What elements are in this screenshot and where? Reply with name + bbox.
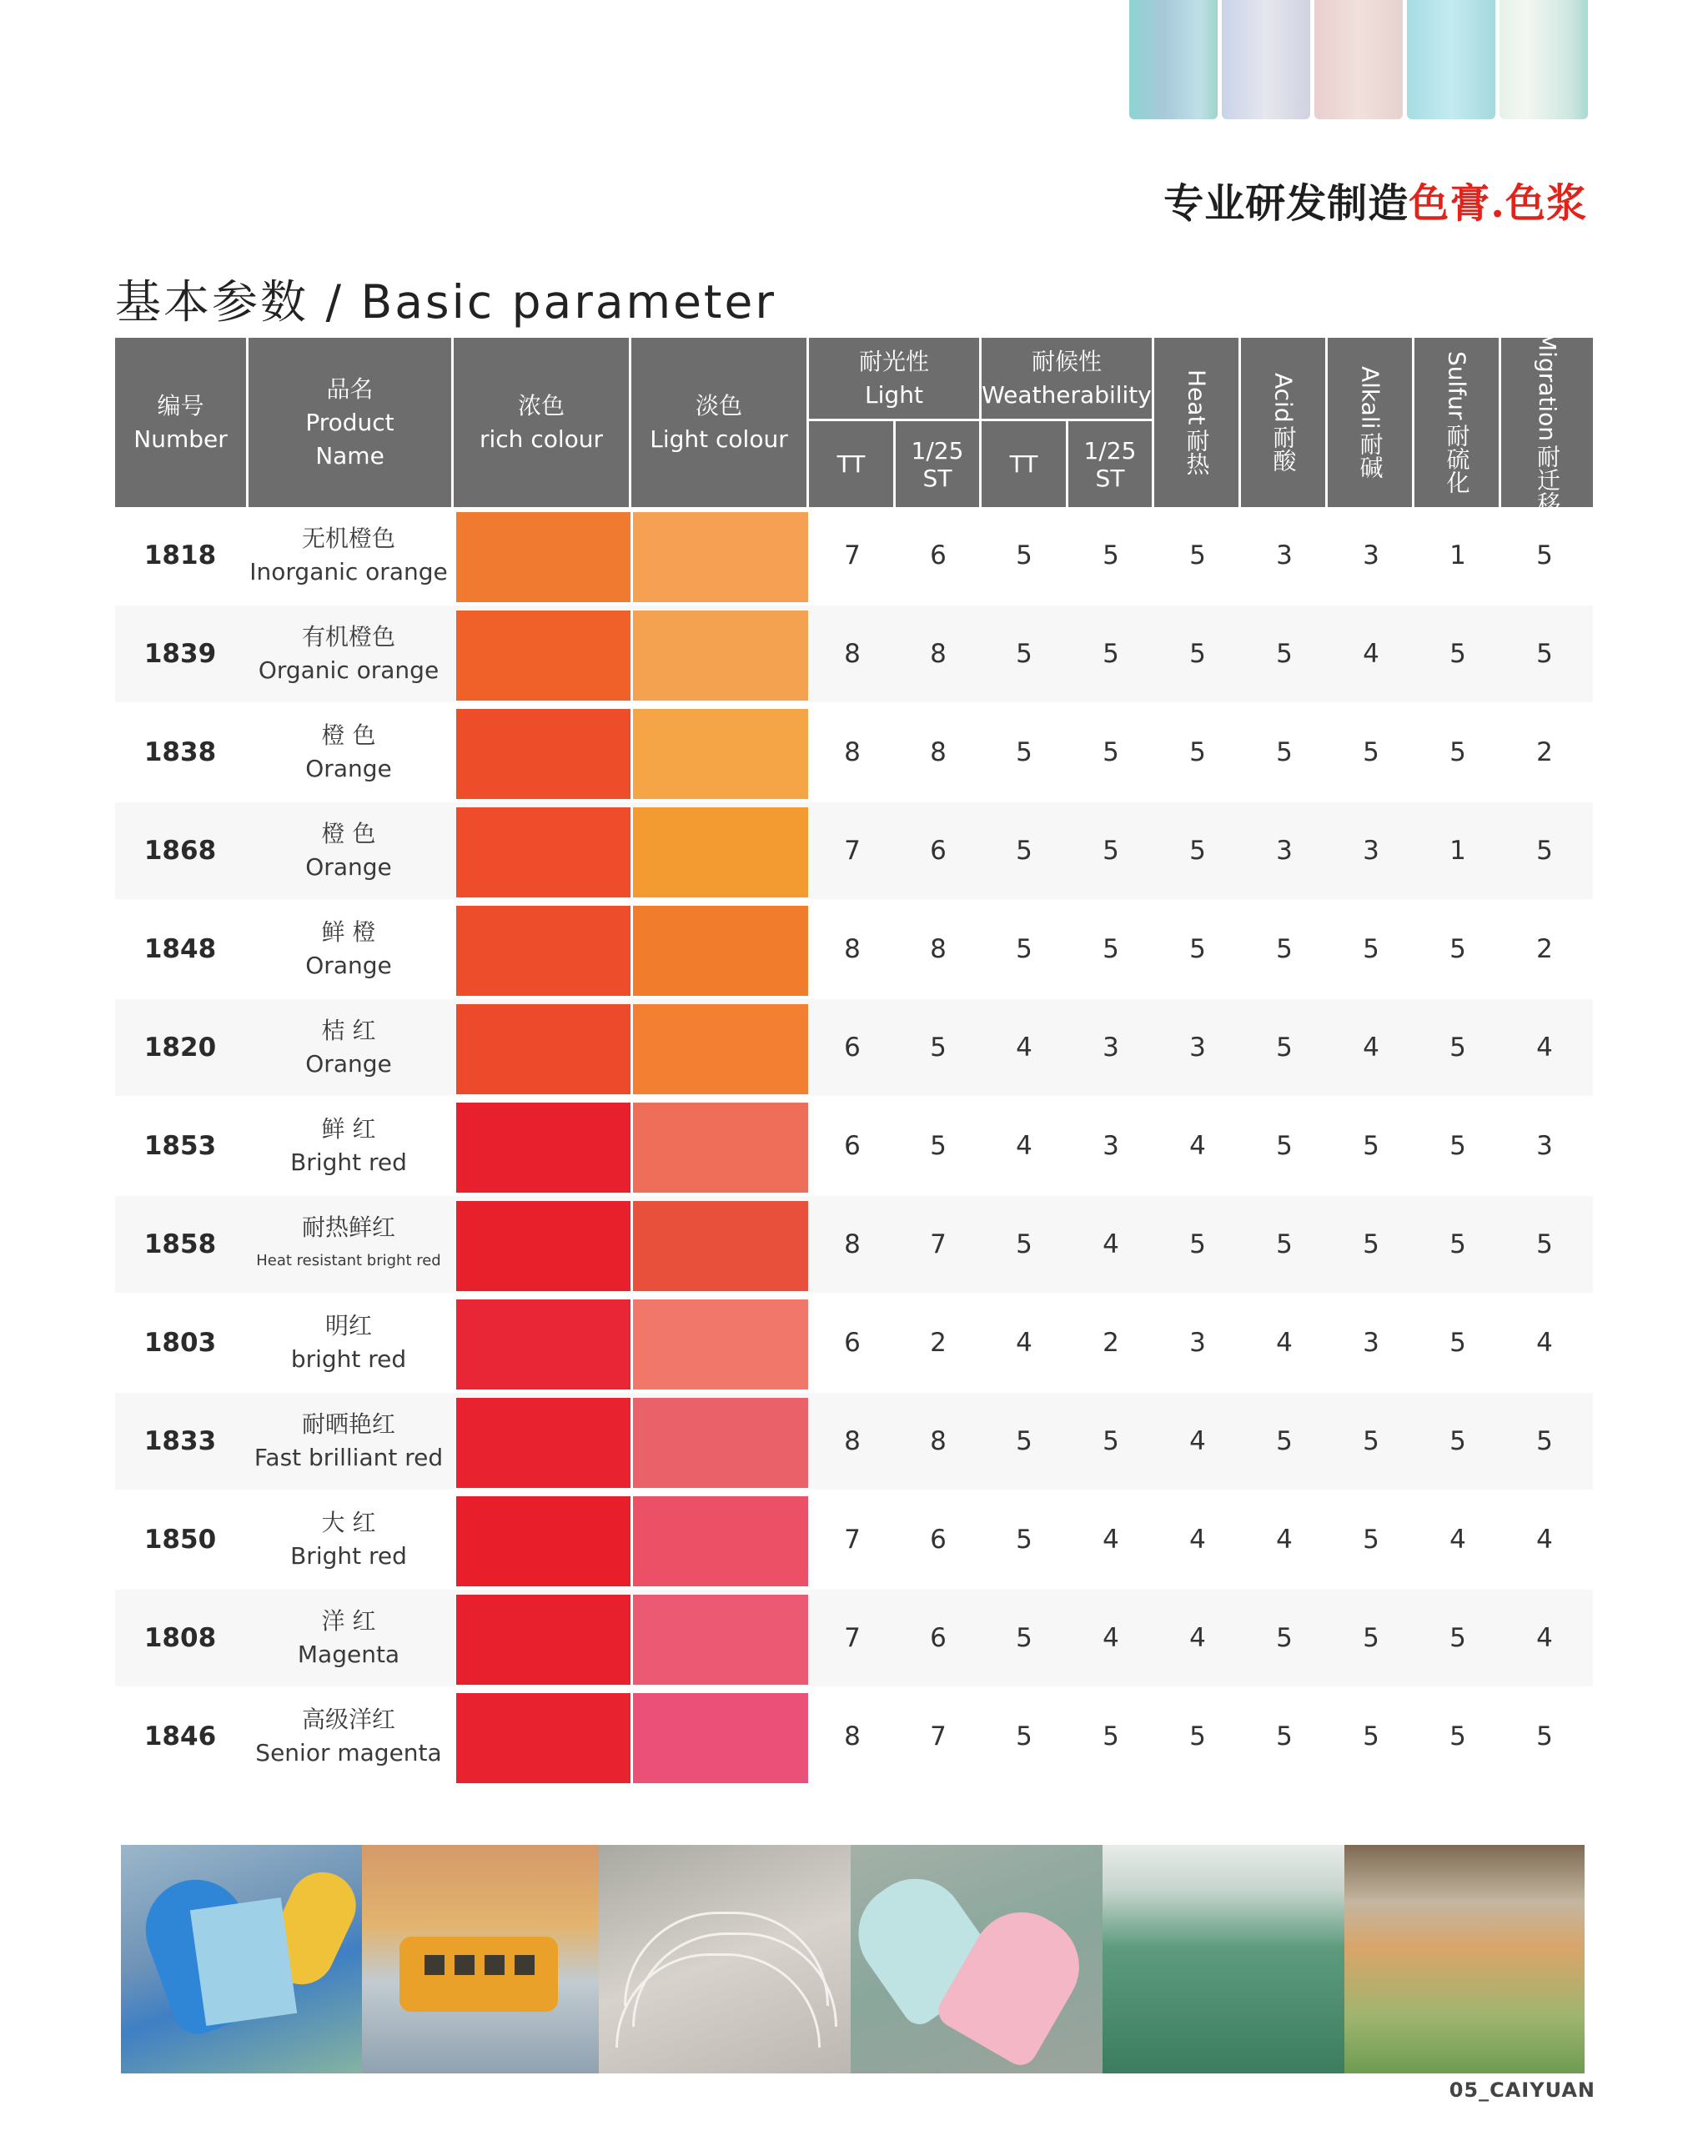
rating-value: 3 — [1189, 1328, 1206, 1358]
header-weather-tt-label: TT — [1009, 450, 1038, 478]
rating-value: 4 — [1363, 1033, 1379, 1063]
rich-colour-swatch — [456, 1496, 630, 1586]
rating-value: 5 — [1016, 737, 1032, 767]
rating-value: 4 — [1103, 1525, 1119, 1555]
row-number: 1808 — [143, 1623, 217, 1653]
rating-value: 7 — [930, 1229, 947, 1259]
rating-value: 4 — [1189, 1623, 1206, 1653]
rating-value: 5 — [1016, 540, 1032, 570]
rating-value: 5 — [1016, 1426, 1032, 1456]
table-row — [115, 1590, 1593, 1688]
rating-value: 5 — [1363, 737, 1379, 767]
rich-colour-swatch — [456, 1595, 630, 1685]
header-name-zh: 品名 — [326, 374, 374, 403]
header-rich-zh: 浓色 — [517, 391, 565, 420]
rich-colour-swatch — [456, 1693, 630, 1783]
rating-value: 5 — [1363, 1623, 1379, 1653]
header-light-en: Light colour — [650, 425, 788, 453]
table-row — [115, 999, 1593, 1098]
header-light-st-a: 1/25 — [911, 436, 964, 465]
row-number: 1803 — [143, 1328, 217, 1358]
table-body — [115, 507, 1593, 1787]
rating-value: 8 — [844, 1426, 861, 1456]
rating-value: 2 — [1536, 737, 1553, 767]
light-colour-swatch — [633, 709, 808, 799]
rating-value: 2 — [930, 1328, 947, 1358]
header-weather-st — [1068, 421, 1154, 507]
header-acid-en: Acid — [1269, 372, 1298, 423]
header-heat-en: Heat — [1183, 369, 1211, 425]
rating-value: 5 — [1536, 836, 1553, 866]
swatch-2 — [1222, 0, 1310, 119]
rating-value: 5 — [1103, 540, 1119, 570]
rating-value: 5 — [1363, 934, 1379, 964]
product-name-zh: 耐热鲜红 — [301, 1214, 395, 1241]
slogan — [1163, 171, 1587, 229]
rating-value: 7 — [844, 1623, 861, 1653]
slogan-red: 色膏.色浆 — [1409, 180, 1587, 227]
header-number — [115, 338, 249, 507]
light-colour-swatch — [633, 1201, 808, 1291]
product-name-en: Bright red — [290, 1148, 407, 1176]
table-row — [115, 1688, 1593, 1787]
rating-value: 5 — [1449, 1328, 1466, 1358]
rating-value: 5 — [1449, 1131, 1466, 1161]
rating-value: 5 — [1536, 1229, 1553, 1259]
table-row — [115, 1196, 1593, 1294]
parameter-table — [115, 330, 1593, 1787]
rating-value: 4 — [1189, 1525, 1206, 1555]
product-name-en: Heat resistant bright red — [256, 1252, 441, 1269]
table-row — [115, 1098, 1593, 1196]
header-lightfast-en: Light — [865, 380, 923, 409]
rating-value: 8 — [930, 1426, 947, 1456]
rating-value: 4 — [1103, 1229, 1119, 1259]
rating-value: 5 — [1536, 1426, 1553, 1456]
rating-value: 6 — [930, 540, 947, 570]
rich-colour-swatch — [456, 1398, 630, 1488]
rating-value: 1 — [1449, 836, 1466, 866]
row-number: 1820 — [143, 1033, 217, 1063]
table-row — [115, 802, 1593, 901]
rating-value: 5 — [1103, 639, 1119, 669]
rating-value: 5 — [1276, 1033, 1293, 1063]
table-header — [115, 330, 1593, 515]
light-colour-swatch — [633, 807, 808, 897]
row-product-name — [249, 507, 449, 604]
rating-value: 4 — [1276, 1525, 1293, 1555]
rating-value: 6 — [844, 1328, 861, 1358]
product-name-en: Magenta — [297, 1641, 400, 1668]
rating-value: 5 — [1449, 934, 1466, 964]
rating-value: 8 — [844, 934, 861, 964]
product-name-zh: 桔 红 — [321, 1017, 376, 1044]
light-colour-swatch — [633, 1693, 808, 1783]
rating-value: 8 — [930, 737, 947, 767]
product-name-zh: 洋 红 — [321, 1607, 376, 1635]
header-number-zh: 编号 — [157, 391, 204, 420]
rating-value: 3 — [1363, 540, 1379, 570]
table-row — [115, 606, 1593, 704]
rating-value: 5 — [1449, 737, 1466, 767]
rating-value: 5 — [1016, 934, 1032, 964]
header-alkali-zh: 耐碱 — [1356, 432, 1384, 480]
rating-value: 7 — [844, 1525, 861, 1555]
row-number: 1833 — [143, 1426, 217, 1456]
header-migration — [1501, 330, 1593, 515]
rating-value: 5 — [1016, 836, 1032, 866]
light-colour-swatch — [633, 1004, 808, 1094]
table-row — [115, 704, 1593, 802]
product-name-en: Orange — [305, 755, 392, 782]
light-colour-swatch — [633, 1398, 808, 1488]
row-product-name — [249, 704, 449, 801]
product-name-en: Orange — [305, 1050, 392, 1078]
rich-colour-swatch — [456, 1004, 630, 1094]
row-product-name — [249, 802, 449, 899]
rating-value: 5 — [1189, 934, 1206, 964]
page-title: 基本参数 / Basic parameter — [115, 275, 776, 329]
row-product-name — [249, 901, 449, 998]
rating-value: 5 — [1276, 1229, 1293, 1259]
rating-value: 5 — [1103, 737, 1119, 767]
rating-value: 8 — [844, 1721, 861, 1751]
light-colour-swatch — [633, 1103, 808, 1193]
header-sulfur-zh: 耐硫化 — [1443, 423, 1471, 494]
rating-value: 5 — [1016, 1229, 1032, 1259]
rating-value: 5 — [1189, 737, 1206, 767]
row-number: 1858 — [143, 1229, 217, 1259]
rich-colour-swatch — [456, 611, 630, 701]
product-name-zh: 橙 色 — [321, 721, 376, 749]
rich-colour-swatch — [456, 906, 630, 996]
rich-colour-swatch — [456, 1299, 630, 1390]
row-product-name — [249, 1196, 449, 1293]
rating-value: 6 — [930, 1525, 947, 1555]
header-light-st-b: ST — [922, 464, 952, 492]
rating-value: 3 — [1189, 1033, 1206, 1063]
rating-value: 4 — [1016, 1131, 1032, 1161]
light-colour-swatch — [633, 1595, 808, 1685]
header-rich-en: rich colour — [479, 425, 604, 453]
green-slope-icon — [1103, 1845, 1344, 2073]
header-light-colour — [631, 338, 809, 507]
row-product-name — [249, 999, 449, 1096]
rating-value: 5 — [1276, 1721, 1293, 1751]
rating-value: 4 — [1363, 639, 1379, 669]
rating-value: 4 — [1016, 1328, 1032, 1358]
rating-value: 5 — [1189, 540, 1206, 570]
header-light-zh: 淡色 — [695, 391, 742, 420]
rich-colour-swatch — [456, 1201, 630, 1291]
header-alkali-en: Alkali — [1356, 365, 1384, 430]
rating-value: 5 — [930, 1033, 947, 1063]
rating-value: 5 — [1103, 1721, 1119, 1751]
product-name-en: Orange — [305, 952, 392, 979]
swatch-4 — [1407, 0, 1495, 119]
product-name-en: Inorganic orange — [249, 558, 448, 585]
header-lightfastness — [809, 338, 982, 421]
rating-value: 5 — [1016, 1721, 1032, 1751]
header-weather-en: Weatherability — [982, 380, 1152, 409]
rating-value: 5 — [1449, 639, 1466, 669]
header-weather-st-a: 1/25 — [1083, 436, 1137, 465]
rating-value: 7 — [844, 540, 861, 570]
rating-value: 6 — [844, 1033, 861, 1063]
rating-value: 8 — [930, 639, 947, 669]
rating-value: 7 — [844, 836, 861, 866]
rating-value: 4 — [1449, 1525, 1466, 1555]
rating-value: 5 — [1449, 1426, 1466, 1456]
rating-value: 5 — [1103, 1426, 1119, 1456]
rating-value: 3 — [1536, 1131, 1553, 1161]
rating-value: 5 — [1016, 1623, 1032, 1653]
product-name-zh: 鲜 橙 — [321, 918, 376, 946]
header-acid-zh: 耐酸 — [1269, 425, 1298, 473]
landscape-icon — [1344, 1845, 1585, 2073]
rating-value: 5 — [1276, 1623, 1293, 1653]
header-heat — [1154, 338, 1241, 507]
table-row — [115, 1393, 1593, 1491]
header-migration-zh: 耐迁移 — [1534, 444, 1561, 515]
row-number: 1848 — [143, 934, 217, 964]
rating-value: 5 — [1536, 540, 1553, 570]
rating-value: 5 — [1363, 1229, 1379, 1259]
light-colour-swatch — [633, 1496, 808, 1586]
rating-value: 4 — [1189, 1426, 1206, 1456]
header-number-en: Number — [133, 425, 228, 453]
rating-value: 5 — [1449, 1721, 1466, 1751]
rating-value: 8 — [844, 639, 861, 669]
header-lightfast-zh: 耐光性 — [858, 347, 929, 375]
rating-value: 3 — [1363, 1328, 1379, 1358]
rating-value: 4 — [1536, 1328, 1553, 1358]
light-colour-swatch — [633, 906, 808, 996]
product-name-en: Organic orange — [258, 656, 440, 684]
rating-value: 5 — [1276, 1131, 1293, 1161]
rating-value: 2 — [1103, 1328, 1119, 1358]
rating-value: 5 — [930, 1131, 947, 1161]
header-weatherability — [982, 338, 1154, 421]
rating-value: 4 — [1103, 1623, 1119, 1653]
rating-value: 5 — [1276, 737, 1293, 767]
row-product-name — [249, 1688, 449, 1785]
product-name-zh: 高级洋红 — [301, 1706, 395, 1733]
rating-value: 4 — [1536, 1525, 1553, 1555]
header-alkali — [1328, 338, 1414, 507]
rating-value: 5 — [1536, 639, 1553, 669]
product-name-zh: 无机橙色 — [301, 525, 395, 552]
light-colour-swatch — [633, 512, 808, 602]
rating-value: 8 — [844, 737, 861, 767]
rich-colour-swatch — [456, 807, 630, 897]
row-product-name — [249, 606, 449, 702]
table-row — [115, 1491, 1593, 1590]
rating-value: 3 — [1103, 1033, 1119, 1063]
rating-value: 6 — [930, 836, 947, 866]
table-row — [115, 507, 1593, 606]
row-product-name — [249, 1098, 449, 1194]
rating-value: 5 — [1276, 639, 1293, 669]
rating-value: 3 — [1276, 836, 1293, 866]
rating-value: 5 — [1189, 836, 1206, 866]
header-light-st — [896, 421, 982, 507]
row-product-name — [249, 1590, 449, 1686]
gloves-icon — [121, 1845, 362, 2073]
header-sulfur — [1414, 338, 1501, 507]
header-name-en1: Product — [305, 408, 394, 436]
rating-value: 8 — [844, 1229, 861, 1259]
rating-value: 2 — [1536, 934, 1553, 964]
product-name-en: bright red — [290, 1345, 407, 1373]
rating-value: 5 — [1103, 934, 1119, 964]
rating-value: 4 — [1189, 1131, 1206, 1161]
rating-value: 4 — [1536, 1623, 1553, 1653]
light-colour-swatch — [633, 1299, 808, 1390]
row-product-name — [249, 1393, 449, 1490]
rating-value: 5 — [1536, 1721, 1553, 1751]
table-row — [115, 901, 1593, 999]
swatch-3 — [1314, 0, 1403, 119]
product-name-en: Fast brilliant red — [254, 1444, 444, 1471]
rating-value: 5 — [1363, 1426, 1379, 1456]
product-name-zh: 耐晒艳红 — [301, 1410, 395, 1438]
slogan-black: 专业研发制造 — [1163, 180, 1409, 227]
header-weather-tt — [982, 421, 1068, 507]
product-name-en: Senior magenta — [255, 1739, 442, 1767]
rating-value: 7 — [930, 1721, 947, 1751]
rating-value: 8 — [930, 934, 947, 964]
rating-value: 5 — [1363, 1131, 1379, 1161]
rating-value: 5 — [1276, 934, 1293, 964]
application-photos — [121, 1845, 1585, 2073]
rating-value: 3 — [1103, 1131, 1119, 1161]
product-name-en: Bright red — [290, 1542, 407, 1570]
product-name-zh: 明红 — [324, 1312, 372, 1339]
header-acid — [1241, 338, 1328, 507]
row-number: 1838 — [143, 737, 217, 767]
table-row — [115, 1294, 1593, 1393]
rating-value: 5 — [1449, 1229, 1466, 1259]
top-color-swatches — [1129, 0, 1592, 119]
rich-colour-swatch — [456, 1103, 630, 1193]
rating-value: 1 — [1449, 540, 1466, 570]
rating-value: 5 — [1449, 1623, 1466, 1653]
rating-value: 5 — [1103, 836, 1119, 866]
row-number: 1818 — [143, 540, 217, 570]
header-light-tt — [809, 421, 896, 507]
row-product-name — [249, 1491, 449, 1588]
rating-value: 6 — [844, 1131, 861, 1161]
hangers-icon — [599, 1845, 851, 2073]
rating-value: 5 — [1276, 1426, 1293, 1456]
rich-colour-swatch — [456, 709, 630, 799]
row-number: 1846 — [143, 1721, 217, 1751]
rating-value: 5 — [1189, 639, 1206, 669]
row-number: 1850 — [143, 1525, 217, 1555]
header-heat-zh: 耐热 — [1183, 428, 1211, 475]
rating-value: 5 — [1016, 639, 1032, 669]
rating-value: 3 — [1276, 540, 1293, 570]
header-product-name — [249, 338, 454, 507]
rating-value: 3 — [1363, 836, 1379, 866]
rating-value: 4 — [1016, 1033, 1032, 1063]
swatch-5 — [1500, 0, 1588, 119]
product-name-zh: 橙 色 — [321, 820, 376, 847]
row-number: 1839 — [143, 639, 217, 669]
rating-value: 5 — [1189, 1721, 1206, 1751]
row-number: 1868 — [143, 836, 217, 866]
header-weather-st-b: ST — [1095, 464, 1125, 492]
product-name-zh: 鲜 红 — [321, 1115, 376, 1143]
rating-value: 5 — [1363, 1525, 1379, 1555]
product-name-zh: 大 红 — [321, 1509, 376, 1536]
rating-value: 4 — [1536, 1033, 1553, 1063]
row-product-name — [249, 1294, 449, 1391]
rating-value: 4 — [1276, 1328, 1293, 1358]
rating-value: 6 — [930, 1623, 947, 1653]
product-name-en: Orange — [305, 853, 392, 881]
rich-colour-swatch — [456, 512, 630, 602]
rating-value: 5 — [1189, 1229, 1206, 1259]
rating-value: 5 — [1449, 1033, 1466, 1063]
rubber-gloves-icon — [851, 1845, 1103, 2073]
header-weather-zh: 耐候性 — [1031, 347, 1102, 375]
page-footer: 05_CAIYUAN — [1449, 2078, 1595, 2102]
rating-value: 5 — [1363, 1721, 1379, 1751]
row-number: 1853 — [143, 1131, 217, 1161]
header-sulfur-en: Sulfur — [1443, 351, 1471, 420]
rating-value: 5 — [1016, 1525, 1032, 1555]
light-colour-swatch — [633, 611, 808, 701]
header-migration-en: Migration — [1534, 330, 1561, 441]
product-name-zh: 有机橙色 — [301, 623, 395, 651]
header-light-tt-label: TT — [836, 450, 866, 478]
header-rich-colour — [454, 338, 631, 507]
toy-bus-icon — [362, 1845, 599, 2073]
swatch-1 — [1129, 0, 1218, 119]
header-name-en2: Name — [315, 441, 384, 470]
